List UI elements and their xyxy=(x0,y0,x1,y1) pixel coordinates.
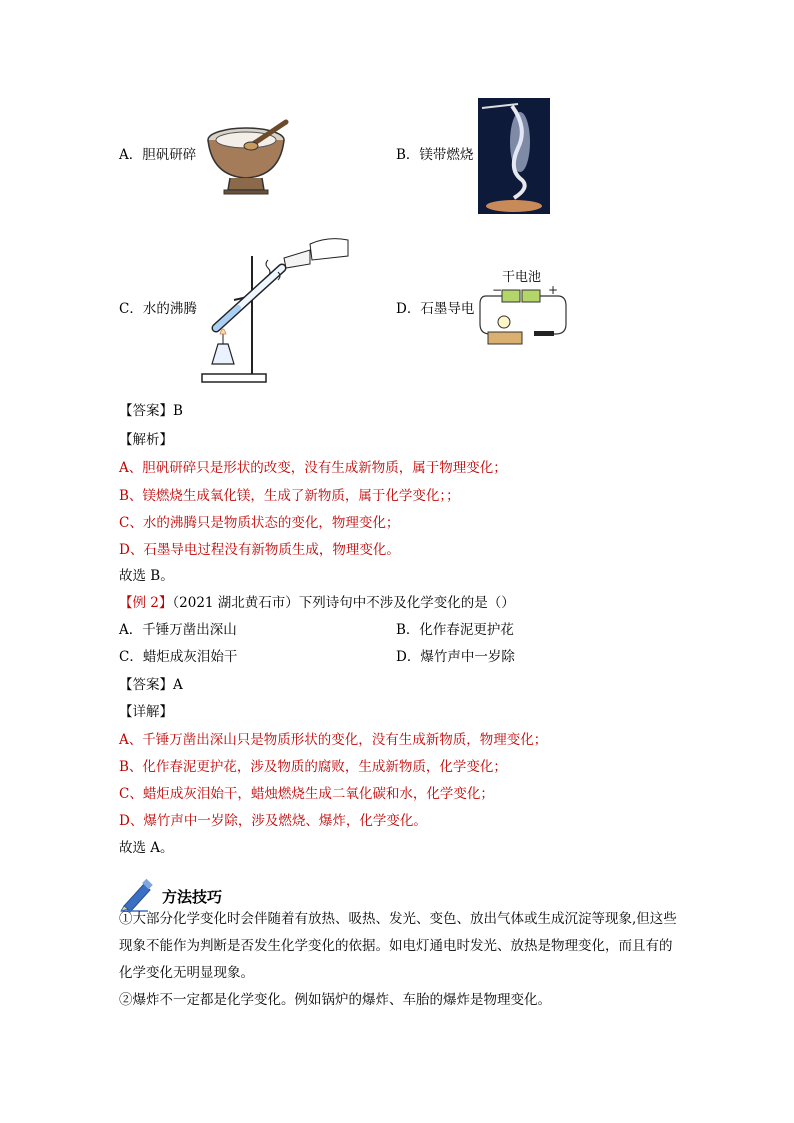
conclusion: 故选 A。 xyxy=(119,840,174,856)
option-d-label: D．石墨导电 xyxy=(396,301,475,317)
dry-battery-label: 干电池 xyxy=(502,270,542,285)
conclusion: 故选 B。 xyxy=(119,568,174,584)
detail-line: D、爆竹声中一岁除，涉及燃烧、爆炸，化学变化。 xyxy=(119,813,427,829)
detail-line: B、化作春泥更护花，涉及物质的腐败，生成新物质，化学变化； xyxy=(119,759,507,775)
question-stem: （2021 湖北黄石市）下列诗句中不涉及化学变化的是（） xyxy=(172,595,515,611)
example-tag: 【例 2】 xyxy=(119,595,173,611)
analysis-line: D、石墨导电过程没有新物质生成，物理变化。 xyxy=(119,542,400,558)
analysis-line: B、镁燃烧生成氧化镁，生成了新物质，属于化学变化；； xyxy=(119,488,460,504)
answer-tag: 【答案】 xyxy=(119,403,173,419)
svg-text:−: − xyxy=(492,283,503,297)
tip-item: ②爆炸不一定都是化学变化。例如锅炉的爆炸、车胎的爆炸是物理变化。 xyxy=(119,992,551,1008)
analysis-line: C、水的沸腾只是物质状态的变化，物理变化； xyxy=(119,515,400,531)
q2-option-a: A．千锤万凿出深山 xyxy=(119,622,237,638)
option-c-label: C．水的沸腾 xyxy=(119,301,197,317)
option-b-label: B．镁带燃烧 xyxy=(396,147,474,163)
analysis-line: A、胆矾研碎只是形状的改变，没有生成新物质，属于物理变化； xyxy=(119,460,507,476)
answer-value: A xyxy=(173,677,183,693)
answer-tag: 【答案】 xyxy=(119,677,173,693)
answer-value: B xyxy=(173,403,183,419)
detail-tag: 【详解】 xyxy=(119,704,173,720)
boiling-test-tube-figure xyxy=(198,236,353,386)
detail-line: C、蜡炬成灰泪始干，蜡烛燃烧生成二氧化碳和水，化学变化； xyxy=(119,786,494,802)
graphite-circuit-figure xyxy=(478,284,568,350)
tip-item: ①大部分化学变化时会伴随着有放热、吸热、发光、变色、放出气体或生成沉淀等现象,但这些现象不能作为判断是否发生化学变化的依据。如电灯通电时发光、放热是物理变化，而且有的化学变化无明显现象。 xyxy=(119,911,677,981)
svg-text:+: + xyxy=(548,283,559,297)
burning-magnesium-figure xyxy=(478,98,550,214)
option-a-label: A．胆矾研碎 xyxy=(119,147,197,163)
mortar-pestle-figure xyxy=(204,118,294,198)
analysis-tag: 【解析】 xyxy=(119,432,173,448)
q2-option-c: C．蜡炬成灰泪始干 xyxy=(119,649,238,665)
q2-option-d: D．爆竹声中一岁除 xyxy=(396,649,515,665)
detail-line: A、千锤万凿出深山只是物质形状的变化，没有生成新物质，物理变化； xyxy=(119,732,548,748)
tips-title: 方法技巧 xyxy=(162,888,223,906)
q2-option-b: B．化作春泥更护花 xyxy=(396,622,514,638)
